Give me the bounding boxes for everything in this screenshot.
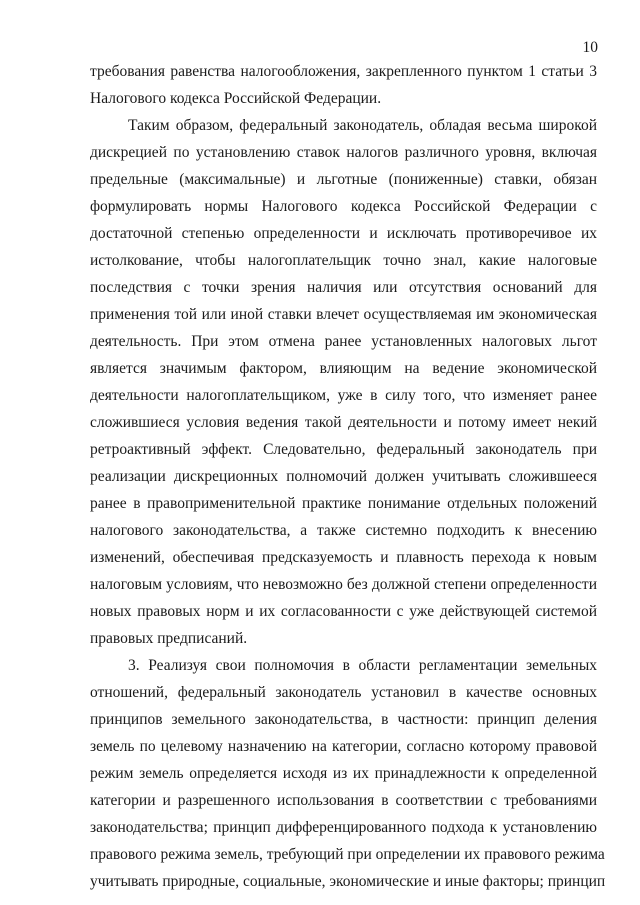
text-line: принципов земельного законодательства, в частности: принцип деления bbox=[90, 711, 597, 728]
text-line: формулировать нормы Налогового кодекса Российской Федерации с bbox=[90, 198, 597, 215]
text-line: деятельности налогоплательщиком, уже в силу того, что изменяет ранее bbox=[90, 387, 597, 404]
text-line: земель по целевому назначению на категории, согласно которому правовой bbox=[90, 738, 597, 755]
text-line: налогового законодательства, а также системно подходить к внесению bbox=[90, 522, 597, 539]
text-line: правовых предписаний. bbox=[90, 630, 248, 647]
text-line: реализации дискреционных полномочий должен учитывать сложившееся bbox=[90, 468, 597, 485]
text-line: истолкование, чтобы налогоплательщик точно знал, какие налоговые bbox=[90, 252, 597, 269]
text-line: ретроактивный эффект. Следовательно, федеральный законодатель при bbox=[90, 441, 597, 458]
text-line: налоговым условиям, что невозможно без должной степени определенности bbox=[90, 576, 597, 593]
text-line: Таким образом, федеральный законодатель, обладая весьма широкой bbox=[128, 117, 597, 134]
text-line: новых правовых норм и их согласованности с уже действующей системой bbox=[90, 603, 597, 620]
text-line: отношений, федеральный законодатель установил в качестве основных bbox=[90, 684, 597, 701]
paragraph bbox=[90, 112, 597, 652]
text-line: учитывать природные, социальные, экономические и иные факторы; принцип bbox=[90, 873, 606, 890]
text-line: ранее в правоприменительной практике понимание отдельных положений bbox=[90, 495, 597, 512]
text-line: деятельность. При этом отмена ранее установленных налоговых льгот bbox=[90, 333, 597, 350]
paragraph bbox=[90, 58, 597, 112]
document-body bbox=[90, 58, 606, 895]
text-line: предельные (максимальные) и льготные (пониженные) ставки, обязан bbox=[90, 171, 597, 188]
text-line: достаточной степенью определенности и исключать противоречивое их bbox=[90, 225, 597, 242]
text-line: сложившиеся условия ведения такой деятельности и потому имеет некий bbox=[90, 414, 597, 431]
text-line: дискрецией по установлению ставок налогов различного уровня, включая bbox=[90, 144, 597, 161]
text-line: законодательства; принцип дифференцированного подхода к установлению bbox=[90, 819, 597, 836]
page-number: 10 bbox=[582, 39, 598, 56]
paragraph bbox=[90, 652, 606, 895]
text-line: последствия с точки зрения наличия или отсутствия оснований для bbox=[90, 279, 597, 296]
text-line: изменений, обеспечивая предсказуемость и плавность перехода к новым bbox=[90, 549, 597, 566]
text-line: применения той или иной ставки влечет осуществляемая им экономическая bbox=[90, 306, 597, 323]
text-line: является значимым фактором, влияющим на ведение экономической bbox=[90, 360, 597, 377]
text-line: требования равенства налогообложения, закрепленного пунктом 1 статьи 3 bbox=[90, 63, 597, 80]
text-line: категории и разрешенного использования в соответствии с требованиями bbox=[90, 792, 597, 809]
text-line: Налогового кодекса Российской Федерации. bbox=[90, 90, 382, 107]
text-line: 3. Реализуя свои полномочия в области регламентации земельных bbox=[128, 657, 597, 674]
text-line: правового режима земель, требующий при определении их правового режима bbox=[90, 846, 605, 863]
text-line: режим земель определяется исходя из их принадлежности к определенной bbox=[90, 765, 597, 782]
